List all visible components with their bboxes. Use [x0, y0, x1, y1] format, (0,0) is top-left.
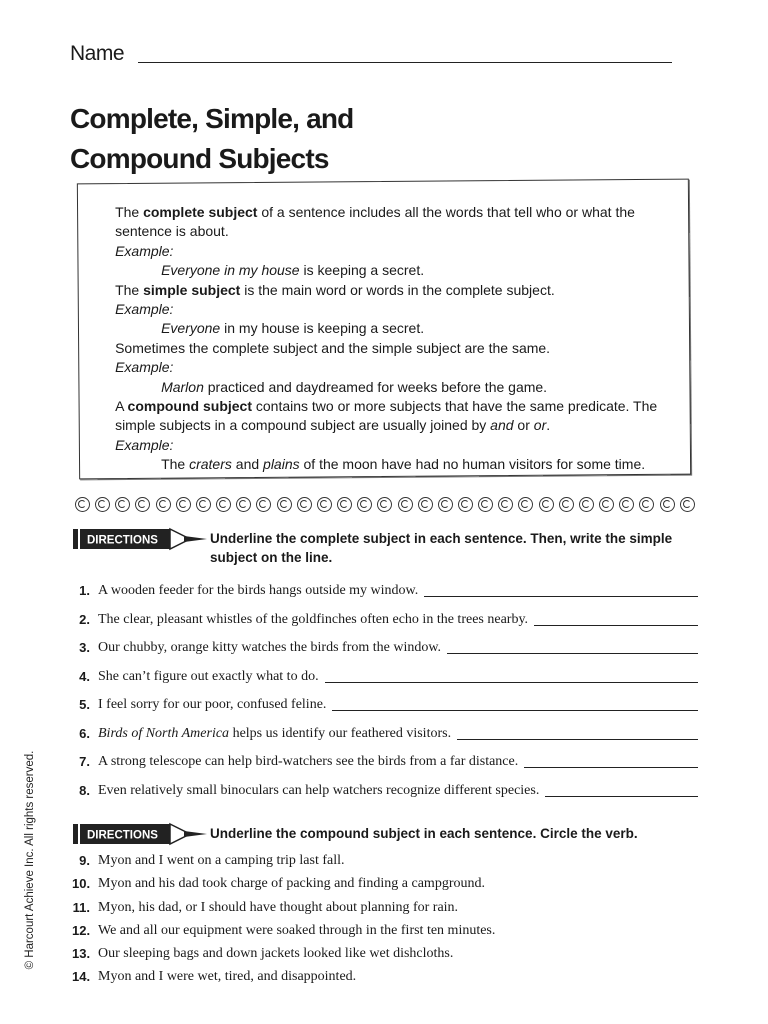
- item-sentence: Myon and I went on a camping trip last fall.: [98, 853, 345, 868]
- spiral-ornament-icon: [95, 497, 110, 512]
- example-label: Example:: [115, 359, 174, 376]
- spiral-ornament-icon: [398, 497, 413, 512]
- title-line-2: Compound Subjects: [70, 143, 329, 174]
- directions-text-1: Underline the complete subject in each sentence. Then, write the simple subject on the line.: [210, 531, 673, 565]
- spiral-ornament-icon: [539, 497, 554, 512]
- item-number: 3.: [79, 640, 90, 655]
- item-number: 6.: [79, 725, 90, 741]
- item-number: 14.: [72, 969, 91, 985]
- exercise-item: [72, 853, 698, 876]
- example-4: The craters and plains of the moon have had no human visitors for some time.: [161, 456, 646, 473]
- exercise-list-1: [72, 583, 698, 811]
- spiral-divider: [75, 495, 695, 513]
- exercise-item: [72, 946, 698, 969]
- spiral-ornament-icon: [599, 497, 614, 512]
- spiral-ornament-icon: [297, 497, 312, 512]
- item-number: 4.: [79, 668, 90, 684]
- rule-box-text: [115, 203, 675, 475]
- name-label: Name: [70, 42, 125, 65]
- item-sentence: I feel sorry for our poor, confused feline.: [98, 697, 327, 712]
- answer-line[interactable]: [457, 726, 698, 740]
- rule-compound-line1: A compound subject contains two or more subjects that have the same predicate. The: [115, 397, 658, 414]
- item-sentence: Myon and his dad took charge of packing and finding a campground.: [98, 876, 485, 892]
- spiral-ornament-icon: [236, 497, 251, 512]
- spiral-ornament-icon: [438, 497, 453, 512]
- rule-box: [77, 179, 691, 480]
- item-sentence: A strong telescope can help bird-watchers see the birds from a far distance.: [98, 754, 519, 769]
- spiral-ornament-icon: [135, 497, 150, 512]
- title-line-1: Complete, Simple, and: [70, 103, 354, 134]
- item-number: 8.: [79, 782, 90, 798]
- spiral-ornament-icon: [196, 497, 211, 512]
- spiral-ornament-icon: [216, 497, 231, 512]
- item-sentence: We and all our equipment were soaked through in the first ten minutes.: [98, 922, 496, 938]
- item-number: 13.: [72, 946, 91, 962]
- spiral-ornament-icon: [115, 497, 130, 512]
- answer-line[interactable]: [524, 754, 698, 768]
- item-sentence: Birds of North America helps us identify our feathered visitors.: [98, 725, 452, 741]
- spiral-ornament-icon: [559, 497, 574, 512]
- exercise-item: [72, 783, 698, 812]
- spiral-ornament-icon: [176, 497, 191, 512]
- item-sentence: Myon and I were wet, tired, and disappointed.: [98, 969, 357, 985]
- spiral-ornament-icon: [619, 497, 634, 512]
- answer-line[interactable]: [424, 583, 698, 597]
- spiral-ornament-icon: [156, 497, 171, 512]
- spiral-ornament-icon: [680, 497, 695, 512]
- exercise-item: [72, 923, 698, 946]
- item-number: 12.: [72, 922, 91, 938]
- exercise-item: [72, 583, 698, 612]
- exercise-item: [72, 726, 698, 755]
- spiral-ornament-icon: [518, 497, 533, 512]
- item-sentence: Our chubby, orange kitty watches the birds from the window.: [98, 640, 442, 655]
- item-sentence: Our sleeping bags and down jackets looked like wet dishcloths.: [98, 946, 454, 962]
- copyright-notice: © Harcourt Achieve Inc. All rights reserved.: [24, 750, 36, 970]
- rule-simple: The simple subject is the main word or words in the complete subject.: [115, 281, 555, 298]
- directions-label: DIRECTIONS: [87, 534, 158, 547]
- rule-same: Sometimes the complete subject and the simple subject are the same.: [115, 339, 551, 356]
- example-label: Example:: [115, 436, 174, 453]
- item-number: 1.: [79, 583, 90, 598]
- spiral-ornament-icon: [75, 497, 90, 512]
- item-sentence: Myon, his dad, or I should have thought about planning for rain.: [98, 899, 459, 915]
- directions-pencil-icon: [72, 822, 207, 846]
- spiral-ornament-icon: [337, 497, 352, 512]
- exercise-item: [72, 697, 698, 726]
- answer-line[interactable]: [447, 640, 698, 654]
- item-number: 2.: [79, 611, 90, 627]
- rule-complete-line1: The complete subject of a sentence includes all the words that tell who or what the: [115, 203, 635, 220]
- example-1: Everyone in my house is keeping a secret.: [161, 262, 425, 279]
- spiral-ornament-icon: [317, 497, 332, 512]
- spiral-ornament-icon: [498, 497, 513, 512]
- item-sentence: Even relatively small binoculars can help watchers recognize different species.: [98, 782, 540, 798]
- exercise-list-2: [72, 853, 698, 993]
- example-2: Everyone in my house is keeping a secret.: [161, 320, 425, 337]
- exercise-item: [72, 669, 698, 698]
- name-line: [138, 62, 672, 63]
- spiral-ornament-icon: [256, 497, 271, 512]
- item-number: 7.: [79, 754, 90, 769]
- rule-complete-line2: sentence is about.: [115, 223, 229, 240]
- item-number: 5.: [79, 697, 90, 712]
- item-sentence: The clear, pleasant whistles of the goldfinches often echo in the trees nearby.: [98, 611, 529, 627]
- exercise-item: [72, 612, 698, 641]
- spiral-ornament-icon: [478, 497, 493, 512]
- page-title: [70, 99, 470, 179]
- spiral-ornament-icon: [639, 497, 654, 512]
- item-sentence: She can’t figure out exactly what to do.: [98, 668, 319, 684]
- directions-text-2: Underline the compound subject in each sentence. Circle the verb.: [210, 826, 638, 841]
- spiral-ornament-icon: [418, 497, 433, 512]
- spiral-ornament-icon: [660, 497, 675, 512]
- example-label: Example:: [115, 300, 174, 317]
- spiral-ornament-icon: [377, 497, 392, 512]
- exercise-item: [72, 876, 698, 899]
- answer-line[interactable]: [325, 669, 698, 683]
- answer-line[interactable]: [534, 612, 698, 626]
- spiral-ornament-icon: [357, 497, 372, 512]
- exercise-item: [72, 900, 698, 923]
- spiral-ornament-icon: [458, 497, 473, 512]
- answer-line[interactable]: [545, 783, 698, 797]
- exercise-item: [72, 969, 698, 992]
- example-3: Marlon practiced and daydreamed for weeks before the game.: [161, 378, 548, 395]
- directions-label: DIRECTIONS: [87, 829, 158, 842]
- directions-pencil-icon: [72, 527, 207, 551]
- item-number: 10.: [72, 876, 91, 892]
- item-number: 11.: [72, 899, 90, 915]
- spiral-ornament-icon: [277, 497, 292, 512]
- item-sentence: A wooden feeder for the birds hangs outside my window.: [98, 583, 419, 598]
- item-number: 9.: [79, 853, 90, 868]
- name-row: [70, 42, 672, 68]
- rule-compound-line2: simple subjects in a compound subject are usually joined by and or or.: [115, 417, 551, 434]
- answer-line[interactable]: [332, 697, 698, 711]
- example-label: Example:: [115, 242, 174, 259]
- spiral-ornament-icon: [579, 497, 594, 512]
- exercise-item: [72, 640, 698, 669]
- exercise-item: [72, 754, 698, 783]
